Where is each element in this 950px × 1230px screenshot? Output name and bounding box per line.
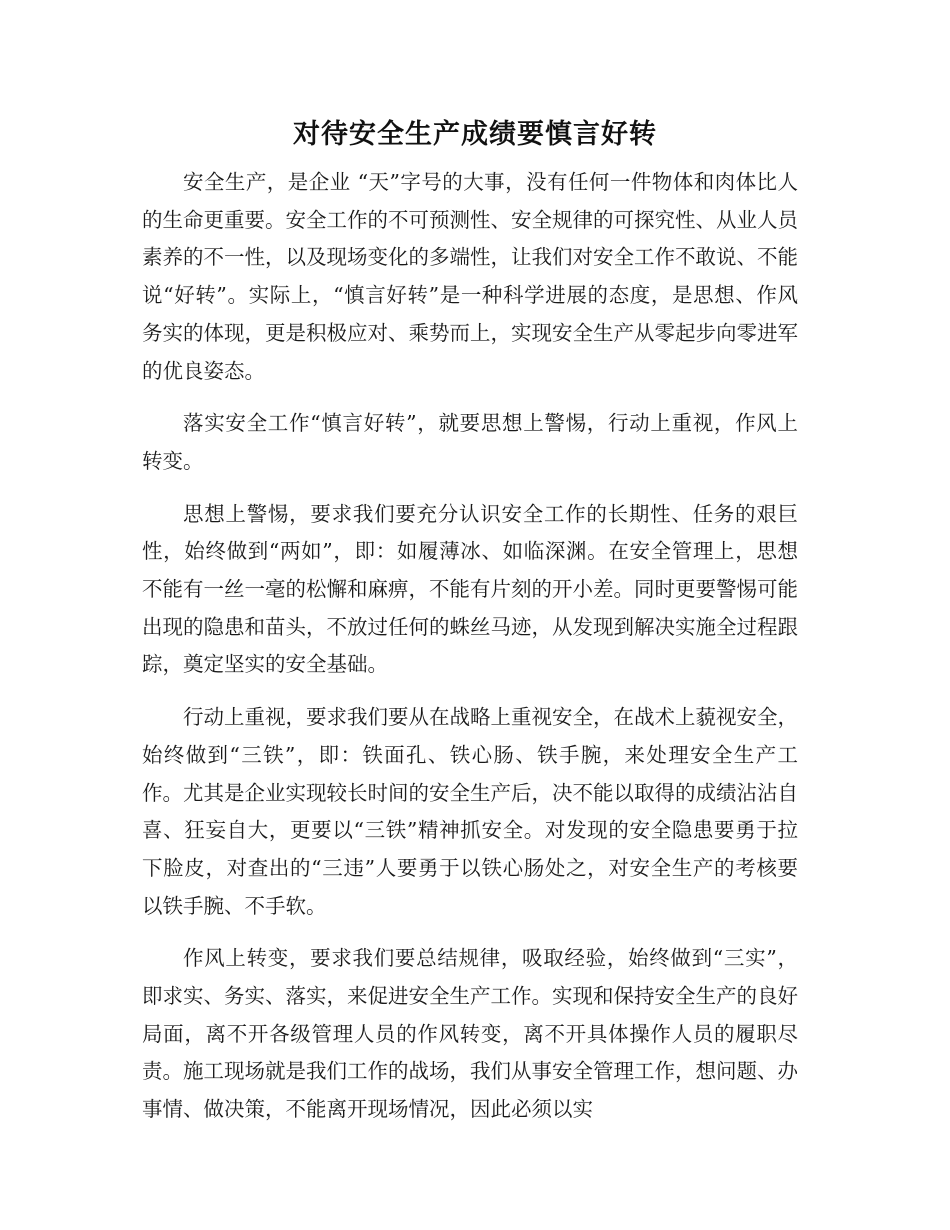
document-title: 对待安全生产成绩要慎言好转: [293, 119, 657, 150]
paragraph-style: 作风上转变，要求我们要总结规律，吸取经验，始终做到“三实”，即求实、务实、落实，来促进安全生产工作。实现和保持安全生产的良好局面，离不开各级管理人员的作风转变，离不开具体操作人员的履职尽责。施工现场就是我们工作的战场，我们从事安全管理工作，想问题、办事情、做决策，不能离开现场情况，因此必须以实: [142, 946, 798, 1122]
paragraph-intro: 安全生产，是企业 “天”字号的大事，没有任何一件物体和肉体比人的生命更重要。安全工作的不可预测性、安全规律的可探究性、从业人员素养的不一性，以及现场变化的多端性，让我们对安全工作不敢说、不能说“好转”。实际上，“慎言好转”是一种科学进展的态度，是思想、作风务实的体现，更是积极应对、乘势而上，实现安全生产从零起步向零进军的优良姿态。: [142, 170, 798, 383]
paragraph-summary: 落实安全工作“慎言好转”，就要思想上警惕，行动上重视，作风上转变。: [142, 411, 798, 473]
paragraph-action: 行动上重视，要求我们要从在战略上重视安全，在战术上藐视安全，始终做到“三铁”，即：铁面孔、铁心肠、铁手腕，来处理安全生产工作。尤其是企业实现较长时间的安全生产后，决不能以取得的成绩沾沾自喜、狂妄自大，更要以“三铁”精神抓安全。对发现的安全隐患要勇于拉下脸皮，对查出的“三违”人要勇于以铁心肠处之，对安全生产的考核要以铁手腕、不手软。: [142, 705, 798, 918]
document-body: [142, 164, 798, 1129]
paragraph-thinking: 思想上警惕，要求我们要充分认识安全工作的长期性、任务的艰巨性，始终做到“两如”，即：如履薄冰、如临深渊。在安全管理上，思想不能有一丝一毫的松懈和麻痹，不能有片刻的开小差。同时更要警惕可能出现的隐患和苗头，不放过任何的蛛丝马迹，从发现到解决实施全过程跟踪，奠定坚实的安全基础。: [142, 501, 798, 677]
